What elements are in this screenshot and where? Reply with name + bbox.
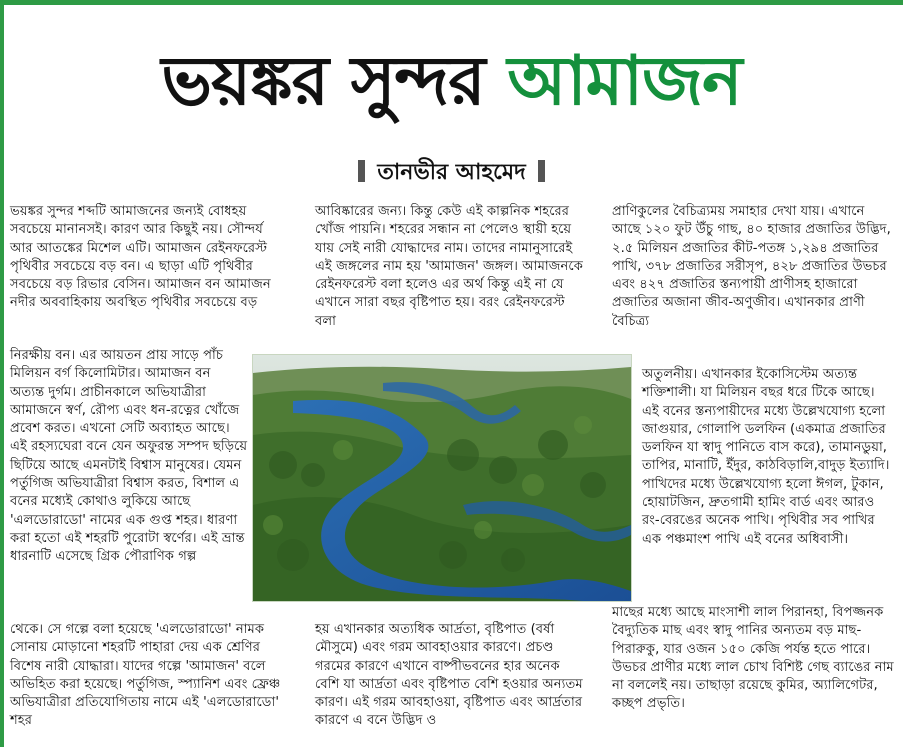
amazon-river-photo xyxy=(252,354,632,602)
paragraph: হয় এখানকার অত্যধিক আর্দ্রতা, বৃষ্টিপাত (বর্ষা মৌসুমে) এবং গরম আবহাওয়ার কারণে। প্রচণ্ড গরমের কারণে এখানে বাষ্পীভবনের হার অনেক বেশি যা আর্দ্রতা এবং বৃষ্টিপাত বেশি হওয়ার অন্যতম কারণ। এই গরম আবহাওয়া, বৃষ্টিপাত এবং আর্দ্রতার কারণে এ বনে উদ্ভিদ ও xyxy=(315,622,583,729)
column-3-top xyxy=(612,203,894,331)
byline xyxy=(0,156,903,190)
column-3-middle xyxy=(642,366,894,549)
amazon-river-illustration xyxy=(253,355,631,601)
headline xyxy=(0,34,903,130)
headline-part-black: ভয়ঙ্কর সুন্দর xyxy=(161,42,508,121)
paragraph: থেকে। সে গল্পে বলা হয়েছে 'এলডোরাডো' নামক সোনায় মোড়ানো শহরটি পাহারা দেয় এক শ্রেণির বিশেষ নারী যোদ্ধারা। যাদের গল্পে 'আমাজন' বলে অভিহিত করা হয়েছে। পর্তুগিজ, স্প্যানিশ এবং ফ্রেঞ্চ অভিযাত্রীরা প্রতিযোগিতায় নামে এই 'এলডোরাডো' শহর xyxy=(10,622,281,729)
paragraph: অতুলনীয়। এখানকার ইকোসিস্টেম অত্যন্ত শক্তিশালী। যা মিলিয়ন বছর ধরে টিকে আছে। এই বনের স্তন্যপায়ীদের মধ্যে উল্লেখযোগ্য হলো জাগুয়ার, গোলাপি ডলফিন (একমাত্র প্রজাতির ডলফিন যা স্বাদু পানিতে বাস করে), তামানডুয়া, তাপির, মানাটি, ইঁদুর, কাঠবিড়ালি,বাদুড় ইত্যাদি। পাখিদের মধ্যে উল্লেখযোগ্য হলো ঈগল, টুকান, হোয়াটজিন, দ্রুতগামী হামিং বার্ড এবং আরও রং-বেরঙের অনেক পাখি। পৃথিবীর সব পাখির এক পঞ্চমাংশ পাখি এই বনের অধিবাসী। xyxy=(642,367,890,547)
byline-left-bar xyxy=(358,160,365,182)
column-2-top xyxy=(315,203,587,331)
paragraph: ভয়ঙ্কর সুন্দর শব্দটি আমাজনের জন্যই বোধহয় সবচেয়ে মানানসই। কারণ আর কিছুই নয়। সৌন্দর্য আর আতঙ্কের মিশেল এটি। আমাজন রেইনফরেস্ট পৃথিবীর সবচেয়ে বড় বন। এ ছাড়া এটি পৃথিবীর সবচেয়ে বড় রিভার বেসিন। আমাজন বন আমাজন নদীর অববাহিকায় অবস্থিত পৃথিবীর সবচেয়ে বড় xyxy=(10,204,271,311)
page-top-border xyxy=(0,0,903,5)
paragraph: মাছের মধ্যে আছে মাংসাশী লাল পিরানহা, বিপজ্জনক বৈদ্যুতিক মাছ এবং স্বাদু পানির অন্যতম বড় মাছ-পিরারুকু, যার ওজন ১৫০ কেজি পর্যন্ত হতে পারে। উভচর প্রাণীর মধ্যে লাল চোখ বিশিষ্ট গেছ ব্যাঙের নাম না বললেই নয়। তাছাড়া রয়েছে কুমির, অ্যালিগেটর, কচ্ছপ প্রভৃতি। xyxy=(612,605,894,712)
column-1-middle xyxy=(10,347,248,567)
column-1-bottom xyxy=(10,621,295,731)
headline-part-green: আমাজন xyxy=(507,42,742,121)
column-1-top xyxy=(10,203,285,313)
paragraph: নিরক্ষীয় বন। এর আয়তন প্রায় সাড়ে পাঁচ মিলিয়ন বর্গ কিলোমিটার। আমাজন বন অত্যন্ত দুর্গম। প্রাচীনকালে অভিযাত্রীরা আমাজনে স্বর্ণ, রৌপ্য এবং ধন-রত্নের খোঁজে প্রবেশ করত। এখনো সেটি অব্যাহত আছে। এই রহস্যঘেরা বনে যেন অফুরন্ত সম্পদ ছড়িয়ে ছিটিয়ে আছে এমনটাই বিশ্বাস মানুষের। যেমন পর্তুগিজ অভিযাত্রীরা বিশ্বাস করত, বিশাল এ বনের মধ্যেই কোথাও লুকিয়ে আছে 'এলডোরাডো' নামের এক গুপ্ত শহর। ধারণা করা হতো এই শহরটি পুরোটা স্বর্ণের। এই ভ্রান্ত ধারনাটি এসেছে গ্রিক পৌরাণিক গল্প xyxy=(10,348,248,565)
author-name: তানভীর আহমেদ xyxy=(377,160,526,185)
paragraph: প্রাণিকুলের বৈচিত্র্যময় সমাহার দেখা যায়। এখানে আছে ১২০ ফুট উঁচু গাছ, ৪০ হাজার প্রজাতির উদ্ভিদ, ২.৫ মিলিয়ন প্রজাতির কীট-পতঙ্গ ১,২৯৪ প্রজাতির পাখি, ৩৭৮ প্রজাতির সরীসৃপ, ৪২৮ প্রজাতির উভচর এবং ৪২৭ প্রজাতির স্তন্যপায়ী প্রাণীসহ হাজারো প্রজাতির অজানা জীব-অণুজীব। এখানকার প্রাণী বৈচিত্র্য xyxy=(612,204,891,329)
byline-right-bar xyxy=(538,160,545,182)
paragraph: আবিষ্কারের জন্য। কিন্তু কেউ এই কাল্পনিক শহরের খোঁজ পায়নি। শহরের সন্ধান না পেলেও স্থায়ী হয়ে যায় সেই নারী যোদ্ধাদের নাম। তাদের নামানুসারেই এই জঙ্গলের নাম হয় 'আমাজন' জঙ্গল। আমাজনকে রেইনফরেস্ট বলা হলেও এর অর্থ কিন্তু এই না যে এখানে সারা বছর বৃষ্টিপাত হয়। বরং রেইনফরেস্ট বলা xyxy=(315,204,583,329)
column-2-bottom xyxy=(315,621,587,731)
column-3-bottom xyxy=(612,604,894,714)
